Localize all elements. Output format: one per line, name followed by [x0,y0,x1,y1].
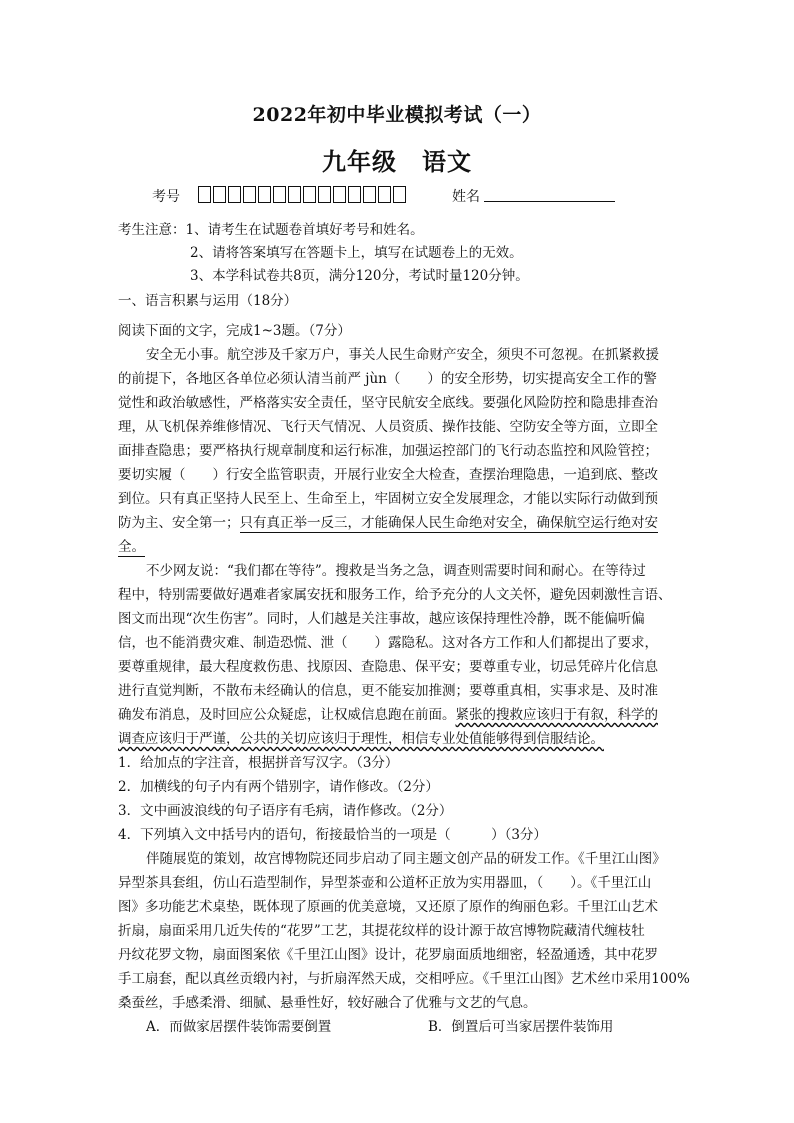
question-3: 3．文中画波浪线的句子语序有毛病，请作修改。（2分） [118,803,453,819]
para1-line-7: 到位。只有真正坚持人民至上、生命至上，牢固树立安全发展理念，才能以实际行动做到预 [118,491,658,507]
para2-line-7-plain: 确发布消息，及时回应公众疑虑，让权威信息跑在前面。 [118,707,456,723]
para2-line-3: 图文而出现“次生伤害”。同时，人们越是关注事故，越应该保持理性冷静，既不能偏听偏 [118,611,645,627]
exam-number-box [213,186,226,203]
exam-number-box [228,186,241,203]
exam-number-box [288,186,301,203]
para2-line-6: 进行直觉判断，不散布未经确认的信息，更不能妄加推测；要尊重真相，实事求是、及时准 [118,683,658,699]
notice-line-1 [118,219,424,241]
exam-number-box [363,186,376,203]
exam-subtitle: 九年级 语文 [322,147,472,176]
para2-line-1: 不少网友说：“我们都在等待”。搜救是当务之急，调查则需要时间和耐心。在等待过 [146,563,646,579]
exam-number-box [258,186,271,203]
exam-number-box [318,186,331,203]
section-heading: 一、语言积累与运用（18分） [118,293,298,309]
name-label: 姓名 [452,189,480,205]
exam-number-box [393,186,406,203]
para3-line-6: 手工扇套，配以真丝贡缎内衬，与折扇浑然天成，交相呼应。《千里江山图》艺术丝巾采用100% [118,971,690,987]
option-b: B．倒置后可当家居摆件装饰用 [428,1019,614,1035]
exam-number-boxes [198,186,408,203]
para1-line-3: 觉性和政治敏感性，严格落实安全责任，坚守民航安全底线。要强化风险防控和隐患排查治 [118,395,658,411]
para1-line-6: 要切实履（ ）行安全监管职责，开展行业安全大检查，查摆治理隐患，一追到底、整改 [118,467,658,483]
para3-line-4: 折扇，扇面采用几近失传的“花罗”工艺，其提花纹样的设计源于故宫博物院藏清代缠枝牡 [118,923,645,939]
name-blank-line [484,201,615,202]
para2-line-8 [118,728,678,750]
exam-number-box [243,186,256,203]
para3-line-2: 异型茶具套组，仿山石造型制作，异型茶壶和公道杯正放为实用器皿，（ ）。《千里江山 [118,875,652,891]
para3-line-5: 丹纹花罗文物，扇面图案依《千里江山图》设计，花罗扇面质地细密，轻盈通透，其中花罗 [118,947,658,963]
reading-prompt: 阅读下面的文字，完成1~3题。（7分） [118,323,351,339]
para2-line-2: 程中，特别需要做好遇难者家属安抚和服务工作，给予充分的人文关怀，避免因刺激性言语、 [118,587,672,603]
para1-line-4: 理，从飞机保养维修情况、飞行天气情况、人员资质、操作技能、空防安全等方面，立即全 [118,419,658,435]
wavy-sentence-part-2: 调查应该归于严谨，公共的关切应该归于理性，相信专业处值能够得到信服结论。 [118,731,604,747]
option-a: A．而做家居摆件装饰需要倒置 [146,1019,332,1035]
para1-line-8 [118,512,678,534]
para1-line-2: 的前提下，各地区各单位必须认清当前严 jùn（ ）的安全形势，切实提高安全工作的警 [118,371,657,387]
para1-line-1: 安全无小事。航空涉及千家万户，事关人民生命财产安全，须臾不可忽视。在抓紧救援 [146,347,659,363]
para3-line-7: 桑蚕丝，手感柔滑、细腻、悬垂性好，较好融合了优雅与文艺的气息。 [118,995,537,1011]
exam-number-box [198,186,211,203]
exam-number-box [303,186,316,203]
underlined-sentence-part-2: 全。 [118,539,145,555]
para3-line-3: 图》多功能艺术桌垫，既体现了原画的优美意境，又还原了原作的绚丽色彩。千里江山艺术 [118,899,658,915]
candidate-info-row [0,184,794,208]
notice-item-1: 1、请考生在试题卷首填好考号和姓名。 [185,222,424,238]
exam-number-box [378,186,391,203]
question-1: 1．给加点的字注音，根据拼音写汉字。（3分） [118,755,399,771]
notice-item-2: 2、请将答案填写在答题卡上，填写在试题卷上的无效。 [190,245,523,261]
exam-number-box [333,186,346,203]
para1-line-5: 面排查隐患；要严格执行规章制度和运行标准，加强运控部门的飞行动态监控和风险管控； [118,443,658,459]
para2-line-7 [118,704,678,726]
para1-line-8-plain: 防为主、安全第一； [118,515,240,531]
underlined-sentence-part-1: 只有真正举一反三，才能确保人民生命绝对安全，确保航空运行绝对安 [239,515,658,531]
para2-line-5: 要尊重规律，最大程度救伤患、找原因、查隐患、保平安；要尊重专业，切忌凭碎片化信息 [118,659,658,675]
exam-number-box [348,186,361,203]
exam-title: 2022年初中毕业模拟考试（一） [252,104,542,126]
para1-line-9 [118,536,678,558]
wavy-sentence-part-1: 紧张的搜救应该归于有叙，科学的 [455,707,658,723]
para2-line-4: 信，也不能消费灾难、制造恐慌、泄（ ）露隐私。这对各方工作和人们都提出了要求， [118,635,658,651]
question-2: 2．加横线的句子内有两个错别字，请作修改。（2分） [118,779,439,795]
notice-label: 考生注意： [118,222,186,238]
para3-line-1: 伴随展览的策划，故宫博物院还同步启动了同主题文创产品的研发工作。《千里江山图》 [146,851,666,867]
notice-item-3: 3、本学科试卷共8页，满分120分，考试时量120分钟。 [190,268,529,284]
question-4: 4．下列填入文中括号内的语句，衔接最恰当的一项是（ ）（3分） [118,827,547,843]
exam-number-box [273,186,286,203]
exam-number-label: 考号 [152,189,180,205]
